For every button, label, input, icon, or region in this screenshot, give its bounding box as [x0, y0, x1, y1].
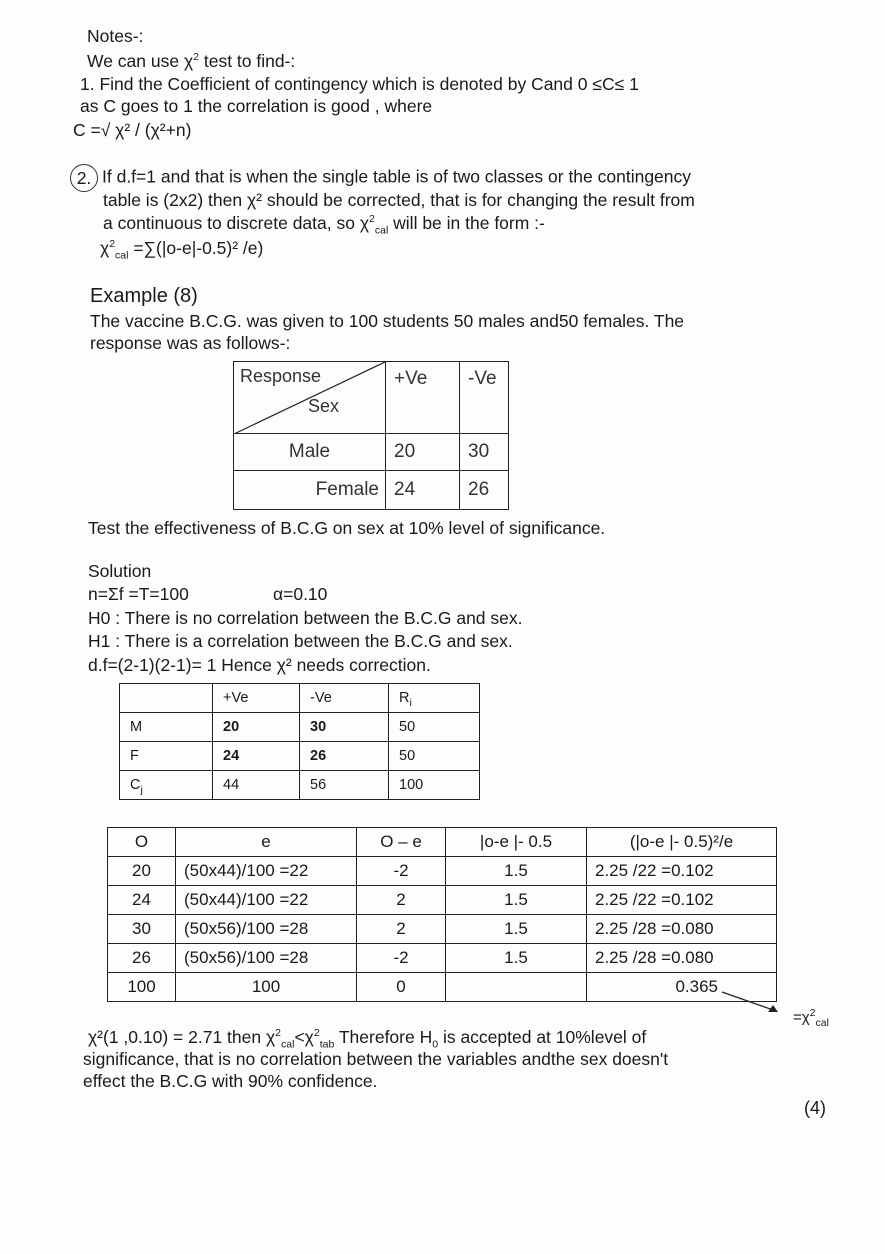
solution-title: Solution: [88, 561, 152, 581]
notes-item2-line1: 2. If d.f=1 and that is when the single table is of two classes or the contingency: [70, 164, 691, 192]
calc-cell: 2: [357, 886, 446, 915]
calc-header-difference: O – e: [357, 828, 446, 857]
calc-cell: 24: [108, 886, 176, 915]
cell-value: 24: [386, 471, 460, 510]
conclusion-line2: significance, that is no correlation between the variables andthe sex doesn't: [83, 1049, 669, 1069]
notes-item1-line2: as C goes to 1 the correlation is good , where: [80, 96, 433, 116]
notes-item1-line1: 1. Find the Coefficient of contingency which is denoted by Cand 0 ≤C≤ 1: [80, 74, 639, 94]
calc-header-observed: O: [108, 828, 176, 857]
rc-cell: 20: [213, 713, 300, 742]
example-text-line2: response was as follows-:: [90, 333, 291, 353]
example-question: Test the effectiveness of B.C.G on sex at 10% level of significance.: [88, 518, 606, 538]
calc-cell: 26: [108, 944, 176, 973]
rc-cell: 30: [300, 713, 389, 742]
page-number: (4): [804, 1098, 826, 1118]
item-number-circle: 2.: [70, 164, 98, 192]
rc-header-row-total: $R_i$: [389, 684, 480, 713]
corner-cell: [234, 362, 386, 434]
notes-heading: Notes-:: [87, 26, 144, 46]
row-column-table: [119, 683, 480, 800]
response-table: [233, 361, 509, 510]
calc-header-expected: e: [176, 828, 357, 857]
calc-cell: -2: [357, 857, 446, 886]
chi-cal-label: $=\chi^2_{cal}$: [793, 1007, 829, 1029]
row-label-female: Female: [234, 471, 386, 510]
calc-header-contribution: (|o-e |- 0.5)²/e: [587, 828, 777, 857]
calc-header-abs-diff: |o-e |- 0.5: [446, 828, 587, 857]
notes-item2-line3: a continuous to discrete data, so $\chi^2_{cal}$ will be in the form :-: [103, 213, 545, 237]
rc-header-positive: +Ve: [213, 684, 300, 713]
formula-chi-corrected: $\chi^2_{cal} =\sum(|o-e|-0.5)^2$ /e): [100, 238, 264, 262]
cell-value: 20: [386, 434, 460, 471]
rc-column-total: 44: [213, 771, 300, 800]
example-title: Example (8): [90, 285, 198, 307]
calc-cell: 1.5: [446, 886, 587, 915]
solution-alpha: α=0.10: [273, 584, 328, 604]
calc-cell: 20: [108, 857, 176, 886]
rc-header-blank: [120, 684, 213, 713]
rc-row-label: $C_j$: [120, 771, 213, 800]
calc-cell: -2: [357, 944, 446, 973]
calc-total: 100: [176, 973, 357, 1002]
calc-cell: (50x44)/100 =22: [176, 886, 357, 915]
rc-row-total: 50: [389, 713, 480, 742]
calc-cell: 2.25 /28 =0.080: [587, 915, 777, 944]
calc-total: [446, 973, 587, 1002]
conclusion-line1: χ²(1 ,0.10) = 2.71 then $\chi^2_{cal}<\chi^2_{tab}$ Therefore $H_0$ is accepted at 10%level of: [88, 1027, 647, 1051]
calc-cell: (50x56)/100 =28: [176, 915, 357, 944]
calc-total: 0: [357, 973, 446, 1002]
arrow-icon: [720, 990, 800, 1020]
hypothesis-null: H0 : There is no correlation between the B.C.G and sex.: [88, 608, 523, 628]
hypothesis-alternative: H1 : There is a correlation between the B.C.G and sex.: [88, 631, 513, 651]
notes-intro: We can use $\chi^2$ test to find-:: [87, 51, 296, 71]
calc-cell: 1.5: [446, 944, 587, 973]
calc-cell: 1.5: [446, 915, 587, 944]
formula-coefficient: C =√ χ² / (χ²+n): [73, 120, 192, 140]
rc-row-total: 50: [389, 742, 480, 771]
conclusion-line3: effect the B.C.G with 90% confidence.: [83, 1071, 378, 1091]
rc-cell: 24: [213, 742, 300, 771]
row-label-male: Male: [234, 434, 386, 471]
calc-cell: (50x44)/100 =22: [176, 857, 357, 886]
chi-square-total: 0.365: [587, 973, 777, 1002]
rc-header-negative: -Ve: [300, 684, 389, 713]
degrees-of-freedom: d.f=(2-1)(2-1)= 1 Hence χ² needs correction.: [88, 655, 431, 675]
rc-column-total: 56: [300, 771, 389, 800]
solution-n: n=Σf =T=100: [88, 584, 189, 604]
calc-cell: 1.5: [446, 857, 587, 886]
cell-value: 30: [460, 434, 509, 471]
cell-value: 26: [460, 471, 509, 510]
rc-cell: 26: [300, 742, 389, 771]
example-text-line1: The vaccine B.C.G. was given to 100 students 50 males and50 females. The: [90, 311, 685, 331]
calc-total: 100: [108, 973, 176, 1002]
calc-cell: 2.25 /22 =0.102: [587, 886, 777, 915]
calc-cell: 2: [357, 915, 446, 944]
header-negative: -Ve: [460, 362, 509, 434]
calc-cell: 30: [108, 915, 176, 944]
corner-bottom-label: Sex: [308, 396, 340, 416]
calc-cell: 2.25 /22 =0.102: [587, 857, 777, 886]
rc-row-label: F: [120, 742, 213, 771]
corner-top-label: Response: [240, 366, 322, 386]
header-positive: +Ve: [386, 362, 460, 434]
notes-item2-line2: table is (2x2) then χ² should be corrected, that is for changing the result from: [103, 190, 695, 210]
calculation-table: [107, 827, 777, 1002]
rc-grand-total: 100: [389, 771, 480, 800]
calc-cell: 2.25 /28 =0.080: [587, 944, 777, 973]
rc-row-label: M: [120, 713, 213, 742]
calc-cell: (50x56)/100 =28: [176, 944, 357, 973]
